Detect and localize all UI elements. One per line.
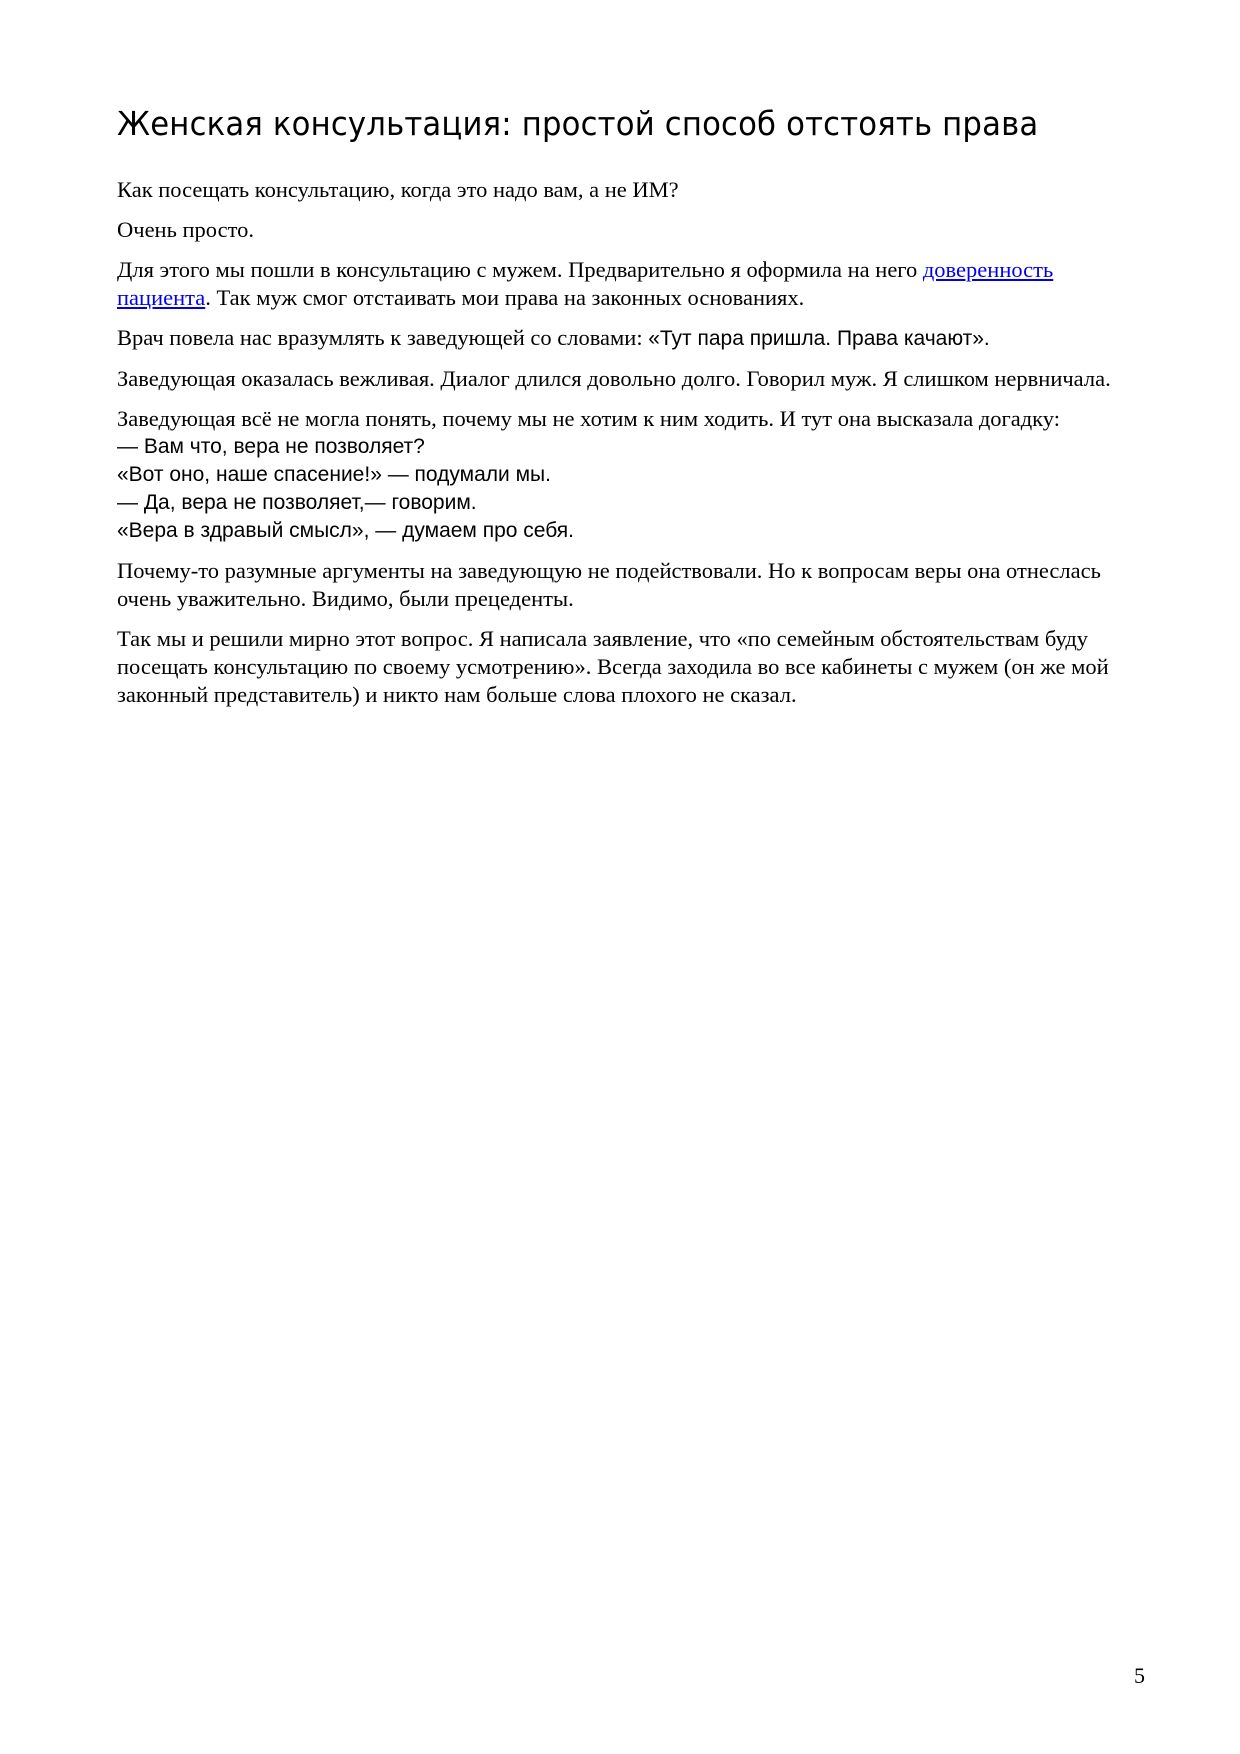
page-number: 5	[1134, 1663, 1145, 1688]
dialog-line: «Вера в здравый смысл», — думаем про себя.	[117, 519, 574, 542]
patient-proxy-link[interactable]: доверенность пациента	[117, 257, 1054, 310]
dialog-block	[117, 433, 1147, 545]
page-title: Женская консультация: простой способ отстоять права	[117, 104, 1039, 143]
paragraph-proxy-text-after: . Так муж смог отстаивать мои права на законных основаниях.	[205, 285, 805, 310]
dialog-line: — Да, вера не позволяет,— говорим.	[117, 491, 477, 514]
document-body	[117, 176, 1147, 721]
paragraph-resolution: Так мы и решили мирно этот вопрос. Я написала заявление, что «по семейным обстоятельствам буду посещать консультацию по своему усмотрению». Всегда заходила во все кабинеты с мужем (он же мой законный представитель) и никто нам больше слова плохого не сказал.	[117, 626, 1109, 707]
paragraph-head-guess	[117, 405, 1147, 545]
paragraph-proxy-text-before: Для этого мы пошли в консультацию с мужем. Предварительно я оформила на него	[117, 257, 923, 282]
paragraph-head-polite: Заведующая оказалась вежливая. Диалог длился довольно долго. Говорил муж. Я слишком нервничала.	[117, 366, 1111, 391]
paragraph-arguments: Почему-то разумные аргументы на заведующую не подействовали. Но к вопросам веры она отнеслась очень уважительно. Видимо, были прецеденты.	[117, 558, 1101, 611]
paragraph-doctor	[117, 324, 1147, 353]
dialog-line: — Вам что, вера не позволяет?	[117, 435, 425, 458]
doctor-quote: «Тут пара пришла. Права качают».	[648, 327, 990, 350]
paragraph-doctor-text: Врач повела нас вразумлять к заведующей со словами:	[117, 325, 649, 350]
paragraph-head-guess-text: Заведующая всё не могла понять, почему мы не хотим к ним ходить. И тут она высказала догадку:	[117, 406, 1061, 431]
paragraph-proxy	[117, 256, 1147, 312]
paragraph-question: Как посещать консультацию, когда это надо вам, а не ИМ?	[117, 177, 679, 202]
dialog-line: «Вот оно, наше спасение!» — подумали мы.	[117, 463, 551, 486]
paragraph-answer: Очень просто.	[117, 217, 254, 242]
